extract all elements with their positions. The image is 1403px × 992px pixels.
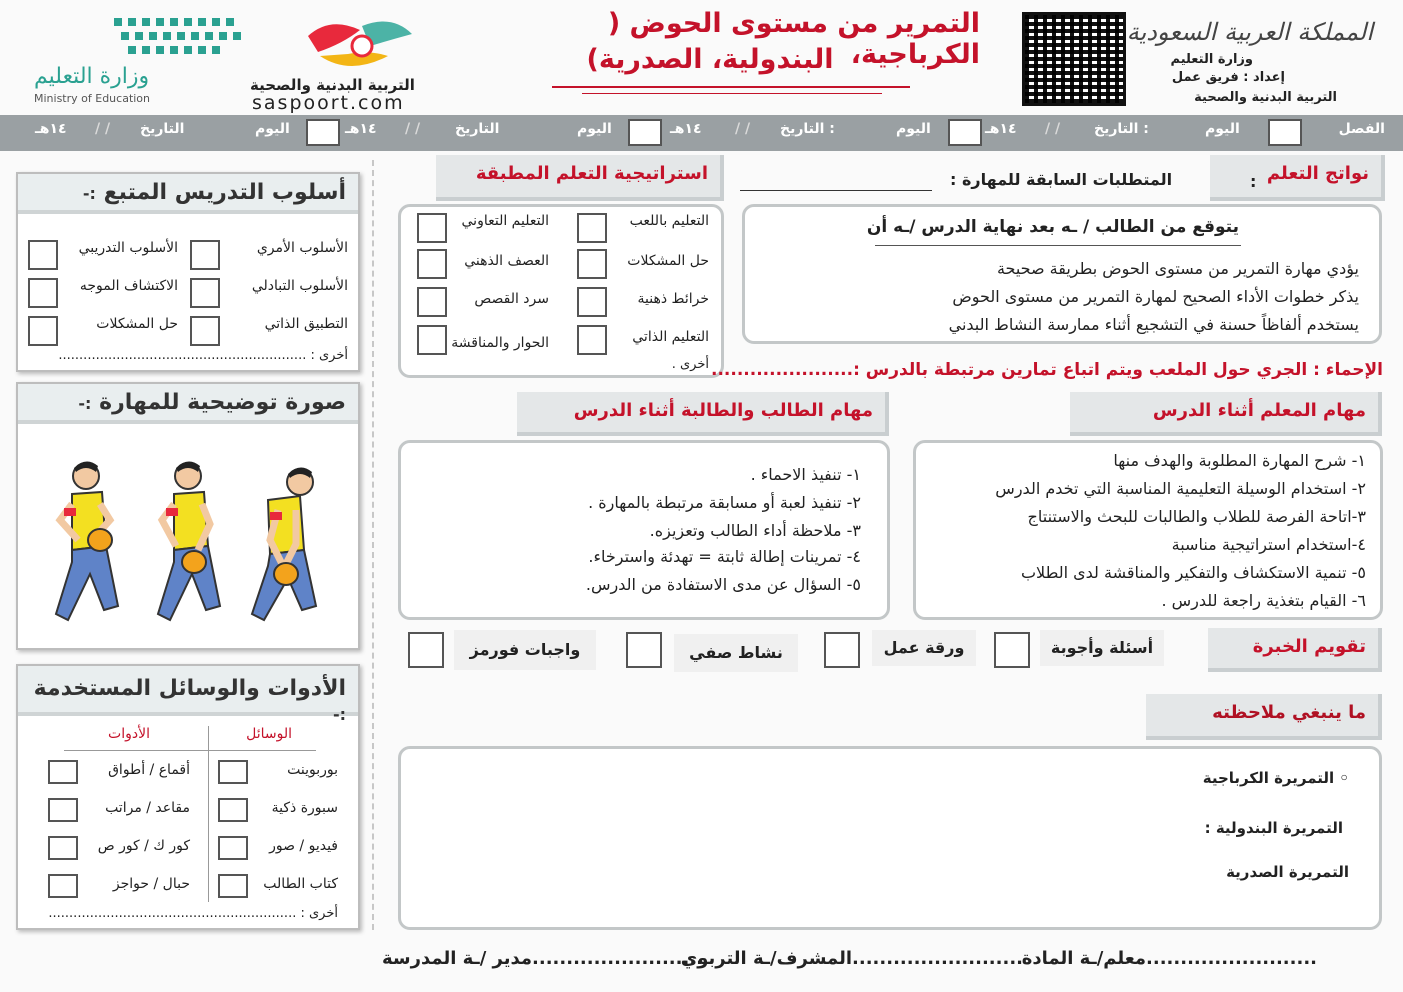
tools-item-2-checkbox[interactable] (48, 798, 78, 822)
eval-qa-checkbox[interactable] (994, 632, 1030, 668)
class-input[interactable] (1268, 119, 1302, 146)
prereq-input-line[interactable] (740, 190, 932, 191)
student-task-4: ٤- تمرينات إطالة ثابتة = تهدئة واسترخاء. (588, 547, 861, 566)
day-label-2: اليوم (896, 121, 931, 137)
strategy-box (398, 204, 724, 378)
student-task-5: ٥- السؤال عن مدى الاستفادة من الدرس. (585, 575, 861, 594)
style-practice-label: الأسلوب التدريبي (78, 240, 178, 256)
style-self-check-label: التطبيق الذاتي (264, 316, 348, 332)
day-label-3: اليوم (577, 121, 612, 137)
means-item-4: كتاب الطالب (263, 876, 338, 892)
tools-other-field[interactable]: أخرى : ............................................................ (48, 906, 338, 921)
outcome-1: يؤدي مهارة التمرير من مستوى الحوض بطريقة صحيحة (996, 259, 1359, 278)
style-guided-discovery-label: الاكتشاف الموجه (79, 278, 178, 294)
teacher-task-2: ٢- استخدام الوسيلة التعليمية المناسبة التي تخدم الدرس (995, 479, 1366, 498)
student-task-3: ٣- ملاحظة أداء الطالب وتعزيزه. (649, 521, 861, 540)
eval-worksheet-checkbox[interactable] (824, 632, 860, 668)
strategy-brainstorm-checkbox[interactable] (417, 249, 447, 279)
expect-heading-underline (875, 245, 1241, 246)
date-label-2: التاريخ : (780, 121, 835, 137)
strategy-tab (436, 155, 724, 201)
means-item-1: بوربوينت (287, 762, 338, 778)
note-2: التمريرة البندولية : (1204, 819, 1343, 837)
strategy-cooperative-checkbox[interactable] (417, 213, 447, 243)
means-item-3-checkbox[interactable] (218, 836, 248, 860)
moe-name-en: Ministry of Education (34, 92, 151, 105)
means-item-2: سبورة ذكية (271, 800, 338, 816)
day-input-3[interactable] (628, 119, 662, 146)
hijri-label-3: ١٤هـ (345, 121, 377, 137)
outcomes-title: نواتج التعلم (1266, 163, 1369, 184)
date-label-3: التاريخ (455, 121, 500, 137)
ministry-line: وزارة التعليم (1170, 52, 1253, 67)
means-column-header: الوسائل (246, 726, 292, 742)
teacher-tasks-box (913, 440, 1383, 620)
strategy-mindmap-label: خرائط ذهنية (637, 291, 709, 307)
expect-heading: يتوقع من الطالب / ـه بعد نهاية الدرس /ـه أن (866, 217, 1239, 237)
tools-title: الأدوات والوسائل المستخدمة :- (33, 676, 346, 724)
teacher-task-5: ٥- تنمية الاستكشاف والتفكير والمناقشة لدى الطلاب (1020, 563, 1366, 582)
strategy-title: استراتيجية التعلم المطبقة (475, 163, 708, 184)
site-url[interactable]: saspoort.com (252, 92, 405, 114)
outcome-3: يستخدم ألفاظاً حسنة في التشجيع أثناء ممارسة النشاط البدني (948, 315, 1359, 334)
date-bar (0, 115, 1403, 151)
qr-code-icon[interactable] (1022, 12, 1126, 106)
style-reciprocal-label: الأسلوب التبادلي (251, 278, 348, 294)
prereq-label: المتطلبات السابقة للمهارة : (950, 170, 1173, 189)
player-figure-1 (56, 461, 118, 620)
date-label: التاريخ : (1094, 121, 1149, 137)
strategy-dialogue-label: الحوار والمناقشة (451, 335, 549, 351)
student-task-1: ١- تنفيذ الاحماء . (750, 465, 861, 484)
strategy-cooperative-label: التعليم التعاوني (461, 213, 549, 229)
date-label-4: التاريخ (140, 121, 185, 137)
lesson-title-line1: التمرير من مستوى الحوض ( الكرباجية، (607, 8, 980, 70)
means-item-4-checkbox[interactable] (218, 874, 248, 898)
day-input-2[interactable] (948, 119, 982, 146)
style-reciprocal-checkbox[interactable] (190, 278, 220, 308)
signature-teacher[interactable]: .........................معلم/ـة المادة (1021, 948, 1317, 969)
tools-item-1-checkbox[interactable] (48, 760, 78, 784)
pe-team: التربية البدنية والصحية (1194, 90, 1337, 105)
illustration-panel (16, 382, 360, 650)
moe-logo-icon (104, 14, 254, 56)
warmup-text: الإحماء : الجري حول الملعب ويتم اتباع تمارين مرتبطة بالدرس :...................... (711, 360, 1383, 380)
style-self-check-checkbox[interactable] (190, 316, 220, 346)
strategy-play-checkbox[interactable] (577, 213, 607, 243)
date-slashes-2: / / (735, 121, 751, 137)
outcomes-tab (1210, 155, 1385, 201)
hijri-label: ١٤هـ (985, 121, 1017, 137)
player-figure-3 (252, 467, 316, 620)
strategy-dialogue-checkbox[interactable] (417, 325, 447, 355)
notes-box (398, 746, 1382, 930)
eval-qa-label: أسئلة وأجوبة (1040, 630, 1164, 666)
outcomes-box (742, 204, 1382, 344)
means-item-3: فيديو / صور (269, 838, 338, 854)
tools-header-rule (64, 750, 316, 751)
eval-forms-label: واجبات فورمز (454, 630, 596, 670)
tools-item-4: حبال / حواجز (112, 876, 190, 892)
teacher-task-1: ١- شرح المهارة المطلوبة والهدف منها (1113, 451, 1366, 470)
moe-name-ar: وزارة التعليم (34, 64, 150, 89)
teacher-tasks-tab (1070, 392, 1382, 436)
notes-tab (1146, 694, 1382, 740)
strategy-self-label: التعليم الذاتي (632, 329, 709, 345)
player-figure-2 (158, 461, 220, 620)
student-tasks-tab (517, 392, 889, 436)
style-guided-discovery-checkbox[interactable] (28, 278, 58, 308)
passing-skill-illustration (38, 450, 348, 640)
tools-column-rule (208, 726, 209, 902)
teacher-task-3: ٣-اتاحة الفرصة للطلاب والطالبات للبحث والاستنتاج (1027, 507, 1366, 526)
note-1: ◦ التمريرة الكرباجية (1202, 769, 1349, 787)
strategy-problem-checkbox[interactable] (577, 249, 607, 279)
teaching-style-panel (16, 172, 360, 372)
style-problem-solving-label: حل المشكلات (96, 316, 178, 332)
student-tasks-box (398, 440, 890, 620)
prepared-by: إعداد : فريق عمل (1171, 70, 1285, 85)
means-item-2-checkbox[interactable] (218, 798, 248, 822)
outcome-2: يذكر خطوات الأداء الصحيح لمهارة التمرير من مستوى الحوض (952, 287, 1359, 306)
signature-supervisor[interactable]: .........................المشرف/ـة التربوي (680, 948, 1023, 969)
strategy-problem-label: حل المشكلات (627, 253, 709, 269)
outcomes-colon: : (1250, 172, 1257, 191)
title-underline (552, 86, 910, 88)
eval-forms-checkbox[interactable] (408, 632, 444, 668)
notes-title: ما ينبغي ملاحظته (1212, 702, 1366, 723)
hijri-label-2: ١٤هـ (670, 121, 702, 137)
teaching-style-title: أسلوب التدريس المتبع :- (82, 180, 346, 205)
style-practice-checkbox[interactable] (28, 240, 58, 270)
strategy-mindmap-checkbox[interactable] (577, 287, 607, 317)
strategy-self-checkbox[interactable] (577, 325, 607, 355)
student-tasks-title: مهام الطالب والطالبة أثناء الدرس (573, 400, 873, 421)
illustration-title: صورة توضيحية للمهارة :- (78, 390, 346, 415)
teacher-task-6: ٦- القيام بتغذية راجعة للدرس . (1161, 591, 1366, 610)
class-label: الفصل (1338, 121, 1385, 137)
day-label-4: اليوم (255, 121, 290, 137)
day-label: اليوم (1205, 121, 1240, 137)
evaluation-tab (1208, 628, 1382, 672)
date-slashes-3: / / (405, 121, 421, 137)
tools-item-1: أقماع / أطواق (108, 762, 190, 778)
strategy-storytelling-checkbox[interactable] (417, 287, 447, 317)
student-task-2: ٢- تنفيذ لعبة أو مسابقة مرتبطة بالمهارة . (588, 493, 861, 512)
eval-worksheet-label: ورقة عمل (872, 630, 976, 666)
style-other-field[interactable]: أخرى : ............................................................ (58, 348, 348, 363)
eval-class-activity-checkbox[interactable] (626, 632, 662, 668)
evaluation-title: تقويم الخبرة (1252, 636, 1366, 657)
title-underline-thin (582, 93, 882, 94)
teacher-tasks-title: مهام المعلم أثناء الدرس (1152, 400, 1366, 421)
style-command-label: الأسلوب الأمري (256, 240, 348, 256)
means-item-1-checkbox[interactable] (218, 760, 248, 784)
day-input-4[interactable] (306, 119, 340, 146)
kingdom-title: المملكة العربية السعودية (1126, 18, 1373, 46)
note-3: التمريرة الصدرية (1226, 863, 1349, 881)
strategy-other-label: أخرى . (671, 357, 709, 372)
style-problem-solving-checkbox[interactable] (28, 316, 58, 346)
signature-principal[interactable]: .........................مدير /ـة المدرسة (382, 948, 703, 969)
tools-item-4-checkbox[interactable] (48, 874, 78, 898)
tools-item-2: مقاعد / مراتب (105, 800, 190, 816)
teacher-task-4: ٤-استخدام استراتيجية مناسبة (1171, 535, 1366, 554)
hijri-label-4: ١٤هـ (35, 121, 67, 137)
strategy-play-label: التعليم باللعب (629, 213, 709, 229)
strategy-storytelling-label: سرد القصص (474, 291, 549, 307)
lesson-title-line2: البندولية، الصدرية) (586, 44, 834, 75)
style-command-checkbox[interactable] (190, 240, 220, 270)
column-divider (372, 160, 374, 930)
strategy-brainstorm-label: العصف الذهني (464, 253, 549, 269)
tools-item-3-checkbox[interactable] (48, 836, 78, 860)
tools-panel (16, 664, 360, 930)
tools-item-3: كور ك / كور ص (97, 838, 190, 854)
tools-column-header: الأدوات (108, 726, 150, 742)
pe-logo-icon (300, 16, 420, 78)
pe-logo-text: التربية البدنية والصحية (250, 76, 415, 94)
date-slashes-4: / / (95, 121, 111, 137)
eval-class-activity-label: نشاط صفي (674, 634, 798, 672)
date-slashes: / / (1045, 121, 1061, 137)
